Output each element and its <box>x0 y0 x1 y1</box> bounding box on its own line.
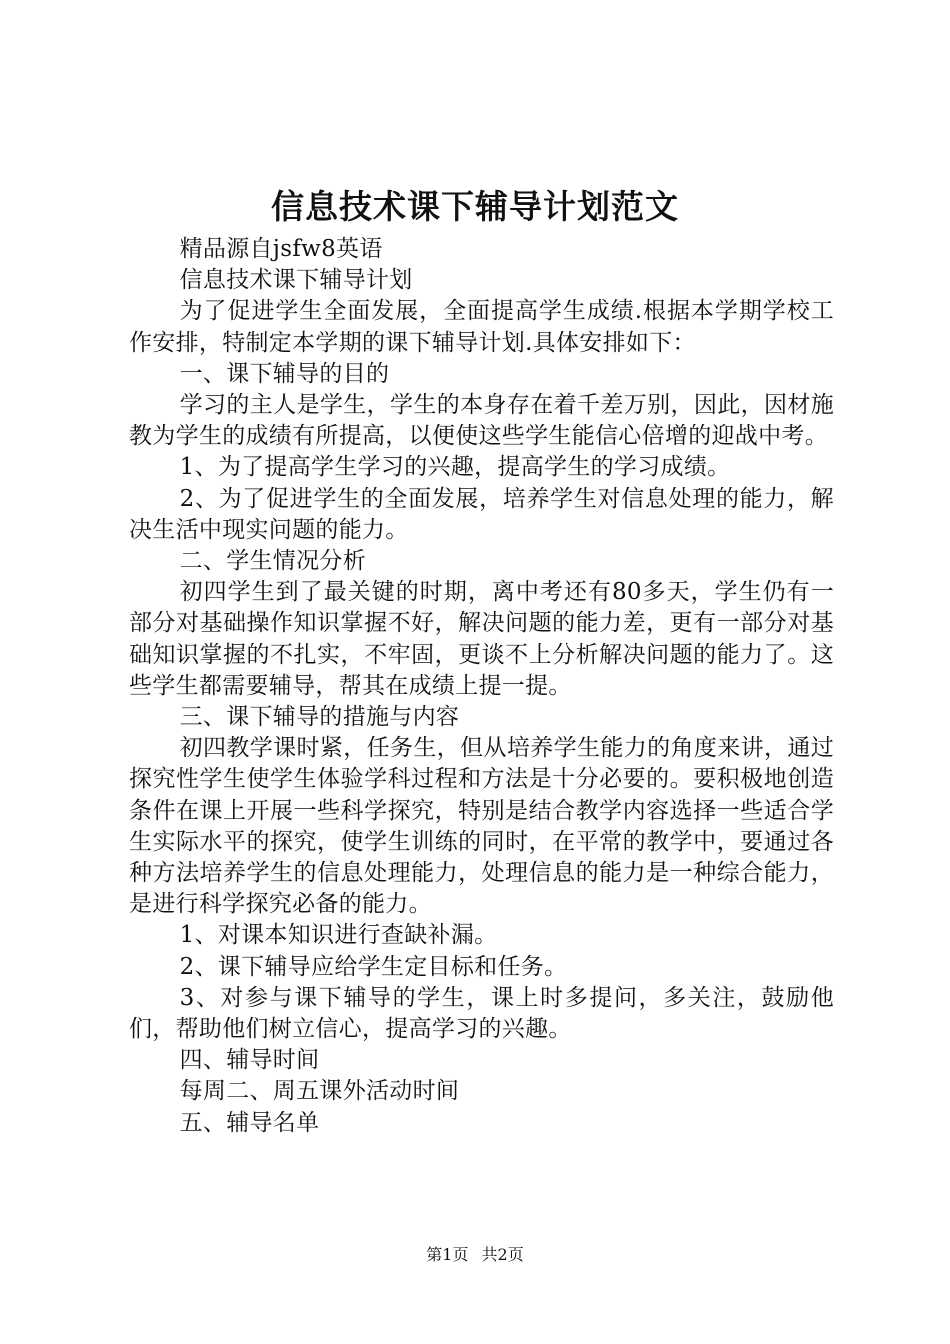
list-item: 1、对课本知识进行查缺补漏。 <box>179 922 498 949</box>
paragraph: 信息技术课下辅导计划 <box>179 267 413 294</box>
section-heading: 五、辅导名单 <box>179 1109 320 1136</box>
section-heading: 二、学生情况分析 <box>179 548 366 575</box>
section-heading: 四、辅导时间 <box>179 1047 320 1074</box>
paragraph: 精品源自jsfw8英语 <box>179 236 383 262</box>
list-item: 2、为了促进学生的全面发展，培养学生对信息处理的能力，解决生活中现实问题的能力。 <box>129 485 834 543</box>
paragraph: 初四教学课时紧，任务生，但从培养学生能力的角度来讲，通过探究性学生使学生体验学科过程和方法是十分必要的。要积极地创造条件在课上开展一些科学探究，特别是结合教学内容选择一些适合学生实际水平的探究，使学生训练的同时，在平常的教学中，要通过各种方法培养学生的信息处理能力，处理信息的能力是一种综合能力，是进行科学探究必备的能力。 <box>129 735 834 918</box>
list-item: 2、课下辅导应给学生定目标和任务。 <box>179 953 568 980</box>
paragraph: 为了促进学生全面发展，全面提高学生成绩.根据本学期学校工作安排，特制定本学期的课下辅导计划.具体安排如下： <box>129 298 834 356</box>
list-item: 1、为了提高学生学习的兴趣，提高学生的学习成绩。 <box>179 454 731 481</box>
document-body <box>129 234 834 1139</box>
paragraph: 学习的主人是学生，学生的本身存在着千差万别，因此，因材施教为学生的成绩有所提高，以便使这些学生能信心倍增的迎战中考。 <box>129 392 834 450</box>
page-total: 共2页 <box>481 1245 524 1264</box>
document-title: 信息技术课下辅导计划范文 <box>271 187 679 226</box>
page-number: 第1页 <box>426 1245 469 1264</box>
section-heading: 一、课下辅导的目的 <box>179 360 390 387</box>
section-heading: 三、课下辅导的措施与内容 <box>179 704 460 731</box>
page-footer <box>0 1243 950 1267</box>
list-item: 3、对参与课下辅导的学生，课上时多提问，多关注，鼓励他们，帮助他们树立信心，提高学习的兴趣。 <box>129 984 834 1043</box>
paragraph: 每周二、周五课外活动时间 <box>179 1078 460 1105</box>
paragraph: 初四学生到了最关键的时期，离中考还有80多天，学生仍有一部分对基础操作知识掌握不好，解决问题的能力差，更有一部分对基础知识掌握的不扎实，不牢固，更谈不上分析解决问题的能力了。这些学生都需要辅导，帮其在成绩上提一提。 <box>129 579 834 699</box>
